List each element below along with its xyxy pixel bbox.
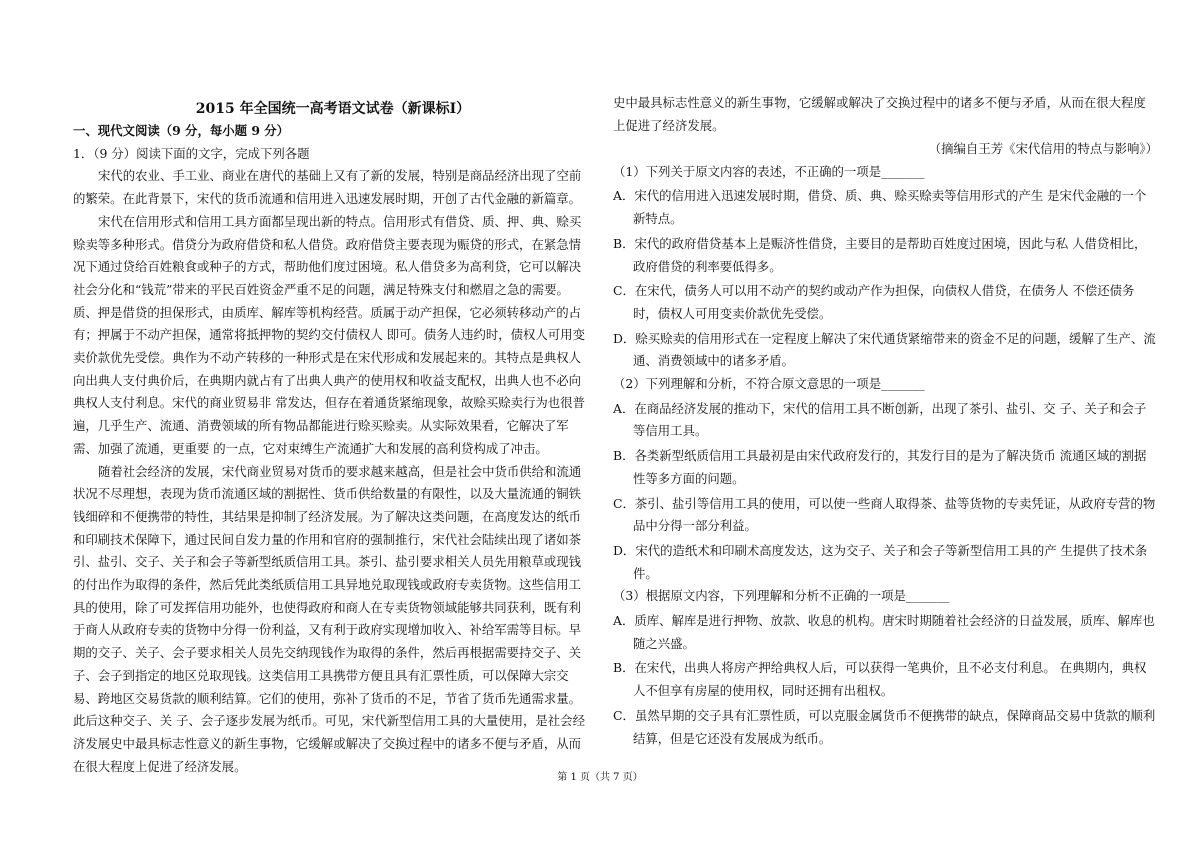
question-3-option-b: B．在宋代，出典人将房产押给典权人后，可以获得一笔典价，且不必支付利息。 在典期内，典权人不但享有房屋的使用权，同时还拥有出租权。 bbox=[613, 660, 1147, 699]
passage-paragraph-2: 宋代在信用形式和信用工具方面都呈现出新的特点。信用形式有借贷、质、押、典、赊买赊卖等多种形式。借贷分为政府借贷和私人借贷。政府借贷主要表现为赈贷的形式，在紧急情况下通过贷给百姓粮食或种子的方式，帮助他们度过困境。私人借贷多为高利贷，它可以解决社会分化和“钱荒”带来的平民百姓资金严重不足的问题，满足特殊支付和燃眉之急的需要。质、押是借贷的担保形式，由质库、解库等机构经营。质属于动产担保，它必须转移动产的占有；押属于不动产担保，通常将抵押物的契约交付债权人 即可。债务人违约时，债权人可用变卖价款优先受偿。典作为不动产转移的一种形式是在宋代形成和发展起来的。其特点是典权人向出典人支付典价后，在典期内就占有了出典人典产的使用权和收益支配权，出典人也不必向典权人支付利息。宋代的商业贸易非 常发达，但存在着通货紧缩现象，故赊买赊卖行为也很普遍，几乎生产、流通、消费领域的所有物品都能进行赊买赊卖。从实际效果看，它解决了军需、加强了流通，更重要 的一点，它对束缚生产流通扩大和发展的高利贷构成了冲击。 bbox=[73, 213, 585, 456]
question-2-stem: （2）下列理解和分析，不符合原文意思的一项是_______ bbox=[613, 376, 925, 392]
question-1-stem: （1）下列关于原文内容的表述，不正确的一项是_______ bbox=[613, 163, 925, 179]
right-column bbox=[613, 92, 1158, 750]
question-1-option-d: D．赊买赊卖的信用形式在一定程度上解决了宋代通货紧缩带来的资金不足的问题，缓解了生产、流通、消费领域中的诸多矛盾。 bbox=[613, 330, 1156, 369]
question-2-option-c: C．茶引、盐引等信用工具的使用，可以使一些商人取得茶、盐等货物的专卖凭证，从政府专营的物品中分得一部分利益。 bbox=[613, 495, 1156, 534]
question-3-stem: （3）根据原文内容，下列理解和分析不正确的一项是_______ bbox=[613, 588, 950, 604]
question-1-option-b: B．宋代的政府借贷基本上是赈济性借贷，主要目的是帮助百姓度过困境，因此与私 人借贷相比，政府借贷的利率要低得多。 bbox=[613, 235, 1147, 274]
question-1-option-a: A．宋代的信用进入迅速发展时期，借贷、质、典、赊买赊卖等信用形式的产生 是宋代金融的一个新特点。 bbox=[613, 188, 1147, 227]
question-line: 1．（9 分）阅读下面的文字，完成下列各题 bbox=[73, 145, 310, 161]
passage-paragraph-1: 宋代的农业、手工业、商业在唐代的基础上又有了新的发展，特别是商品经济出现了空前的繁荣。在此背景下，宋代的货币流通和信用进入迅速发展时期，开创了古代金融的新篇章。 bbox=[73, 168, 582, 207]
passage-paragraph-3: 随着社会经济的发展，宋代商业贸易对货币的要求越来越高，但是社会中货币供给和流通状况不尽理想，表现为货币流通区域的割据性、货币供给数量的有限性，以及大量流通的铜铁钱细碎和不便携带的特性，其结果是抑制了经济发展。为了解决这类问题，在高度发达的纸币和印刷技术保障下，通过民间自发力量的作用和官府的强制推行，宋代社会陆续出现了诸如茶引、盐引、交子、关子和会子等新型纸质信用工具。茶引、盐引要求相关人员先用粮草或现钱的付出作为取得的条件，然后凭此类纸质信用工具异地兑取现钱或政府专卖货物。这些信用工具的使用，除了可发挥信用功能外，也使得政府和商人在专卖货物领域能够共同获利，既有利于商人从政府专卖的货物中分得一份利益，又有利于政府实现增加收入、补给军需等目标。早期的交子、关子、会子要求相关人员先交纳现钱作为取得的条件，然后再根据需要持交子、关子、会子到指定的地区兑取现钱。这类信用工具携带方便且具有汇票性质，可以保障大宗交易、跨地区交易货款的顺利结算。它们的使用，弥补了货币的不足，节省了货币先通需求量。此后这种交子、关 子、会子逐步发展为纸币。可见，宋代新型信用工具的大量使用，是社会经济发展史中最具标志性意义的新生事物，它缓解或解决了交换过程中的诸多不便与矛盾，从而在很大程度上促进了经济发展。 bbox=[73, 463, 585, 774]
page-footer: 第 1 页（共 7 页） bbox=[557, 772, 643, 783]
left-column bbox=[73, 98, 593, 774]
question-3-option-c: C．虽然早期的交子具有汇票性质，可以克服金属货币不便携带的缺点，保障商品交易中货款的顺利结算，但是它还没有发展成为纸币。 bbox=[613, 707, 1156, 746]
section-heading: 一、现代文阅读（9 分，每小题 9 分） bbox=[73, 123, 290, 138]
question-2-option-a: A．在商品经济发展的推动下，宋代的信用工具不断创新，出现了茶引、盐引、交 子、关子和会子等信用工具。 bbox=[613, 400, 1147, 439]
question-2-option-b: B．各类新型纸质信用工具最初是由宋代政府发行的，其发行目的是为了解决货币 流通区域的割据性等多方面的问题。 bbox=[613, 448, 1147, 486]
exam-title: 2015 年全国统一高考语文试卷（新课标Ⅰ） bbox=[195, 101, 471, 117]
question-1-option-c: C．在宋代，债务人可以用不动产的契约或动产作为担保，向债权人借贷，在债务人 不偿还债务时，债权人可用变卖价款优先受偿。 bbox=[613, 283, 1135, 321]
question-2-option-d: D．宋代的造纸术和印刷术高度发达，这为交子、关子和会子等新型信用工具的产 生提供了技术条件。 bbox=[613, 542, 1148, 581]
question-3-option-a: A．质库、解库是进行押物、放款、收息的机构。唐宋时期随着社会经济的日益发展，质库、解库也随之兴盛。 bbox=[613, 613, 1155, 651]
passage-paragraph-3-continued bbox=[613, 92, 1158, 138]
passage-continuation-text: 史中最具标志性意义的新生事物，它缓解或解决了交换过程中的诸多不便与矛盾，从而在很大程度上促进了经济发展。 bbox=[613, 95, 1146, 133]
passage-source: （摘编自王芳《宋代信用的特点与影响》） bbox=[928, 141, 1158, 156]
